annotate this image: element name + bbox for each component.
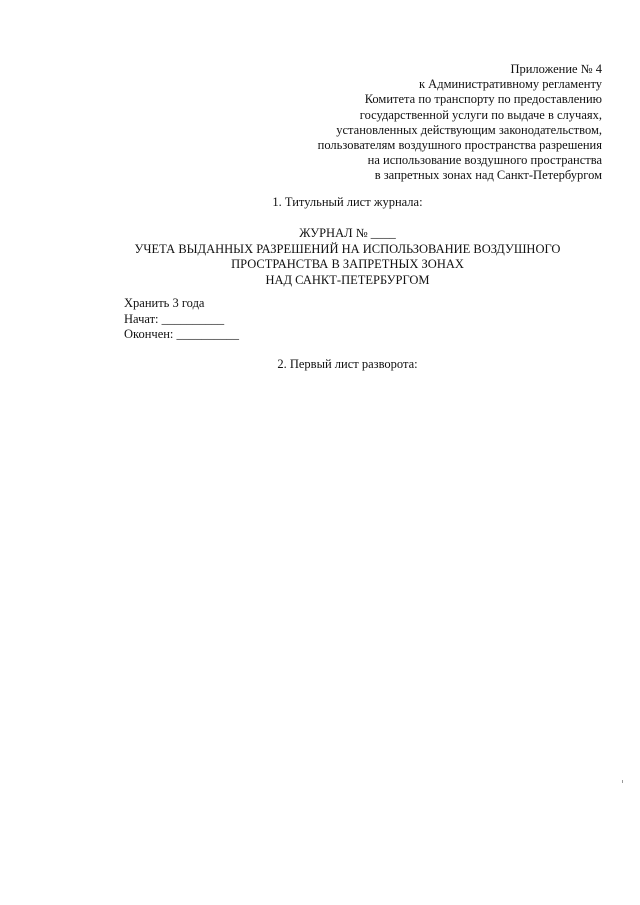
appendix-header	[262, 62, 602, 184]
appendix-line: в запретных зонах над Санкт-Петербургом	[374, 168, 602, 183]
appendix-line: к Административному регламенту	[418, 77, 602, 92]
journal-title-line: ПРОСТРАНСТВА В ЗАПРЕТНЫХ ЗОНАХ	[231, 257, 464, 271]
appendix-line: на использование воздушного пространства	[367, 153, 602, 168]
journal-title-line: УЧЕТА ВЫДАННЫХ РАЗРЕШЕНИЙ НА ИСПОЛЬЗОВАНИЕ ВОЗДУШНОГО	[134, 241, 561, 256]
section-2-title: 2. Первый лист разворота:	[277, 357, 418, 371]
section-1-title: 1. Титульный лист журнала:	[272, 195, 423, 209]
storage-info	[124, 296, 239, 343]
appendix-line: установленных действующим законодательством,	[336, 122, 602, 137]
journal-title	[0, 226, 640, 288]
appendix-line: Приложение № 4	[510, 62, 602, 76]
appendix-line: государственной услуги по выдаче в случаях,	[359, 107, 602, 122]
journal-title-line: НАД САНКТ-ПЕТЕРБУРГОМ	[265, 272, 430, 287]
scan-speck	[622, 780, 623, 783]
appendix-line: Комитета по транспорту по предоставлению	[364, 92, 602, 107]
appendix-line: пользователям воздушного пространства разрешения	[317, 138, 602, 153]
storage-period: Хранить 3 года	[124, 296, 205, 310]
started-field: Начат: __________	[124, 311, 225, 326]
finished-field: Окончен: __________	[124, 327, 240, 341]
journal-number-line: ЖУРНАЛ № ____	[299, 226, 396, 240]
